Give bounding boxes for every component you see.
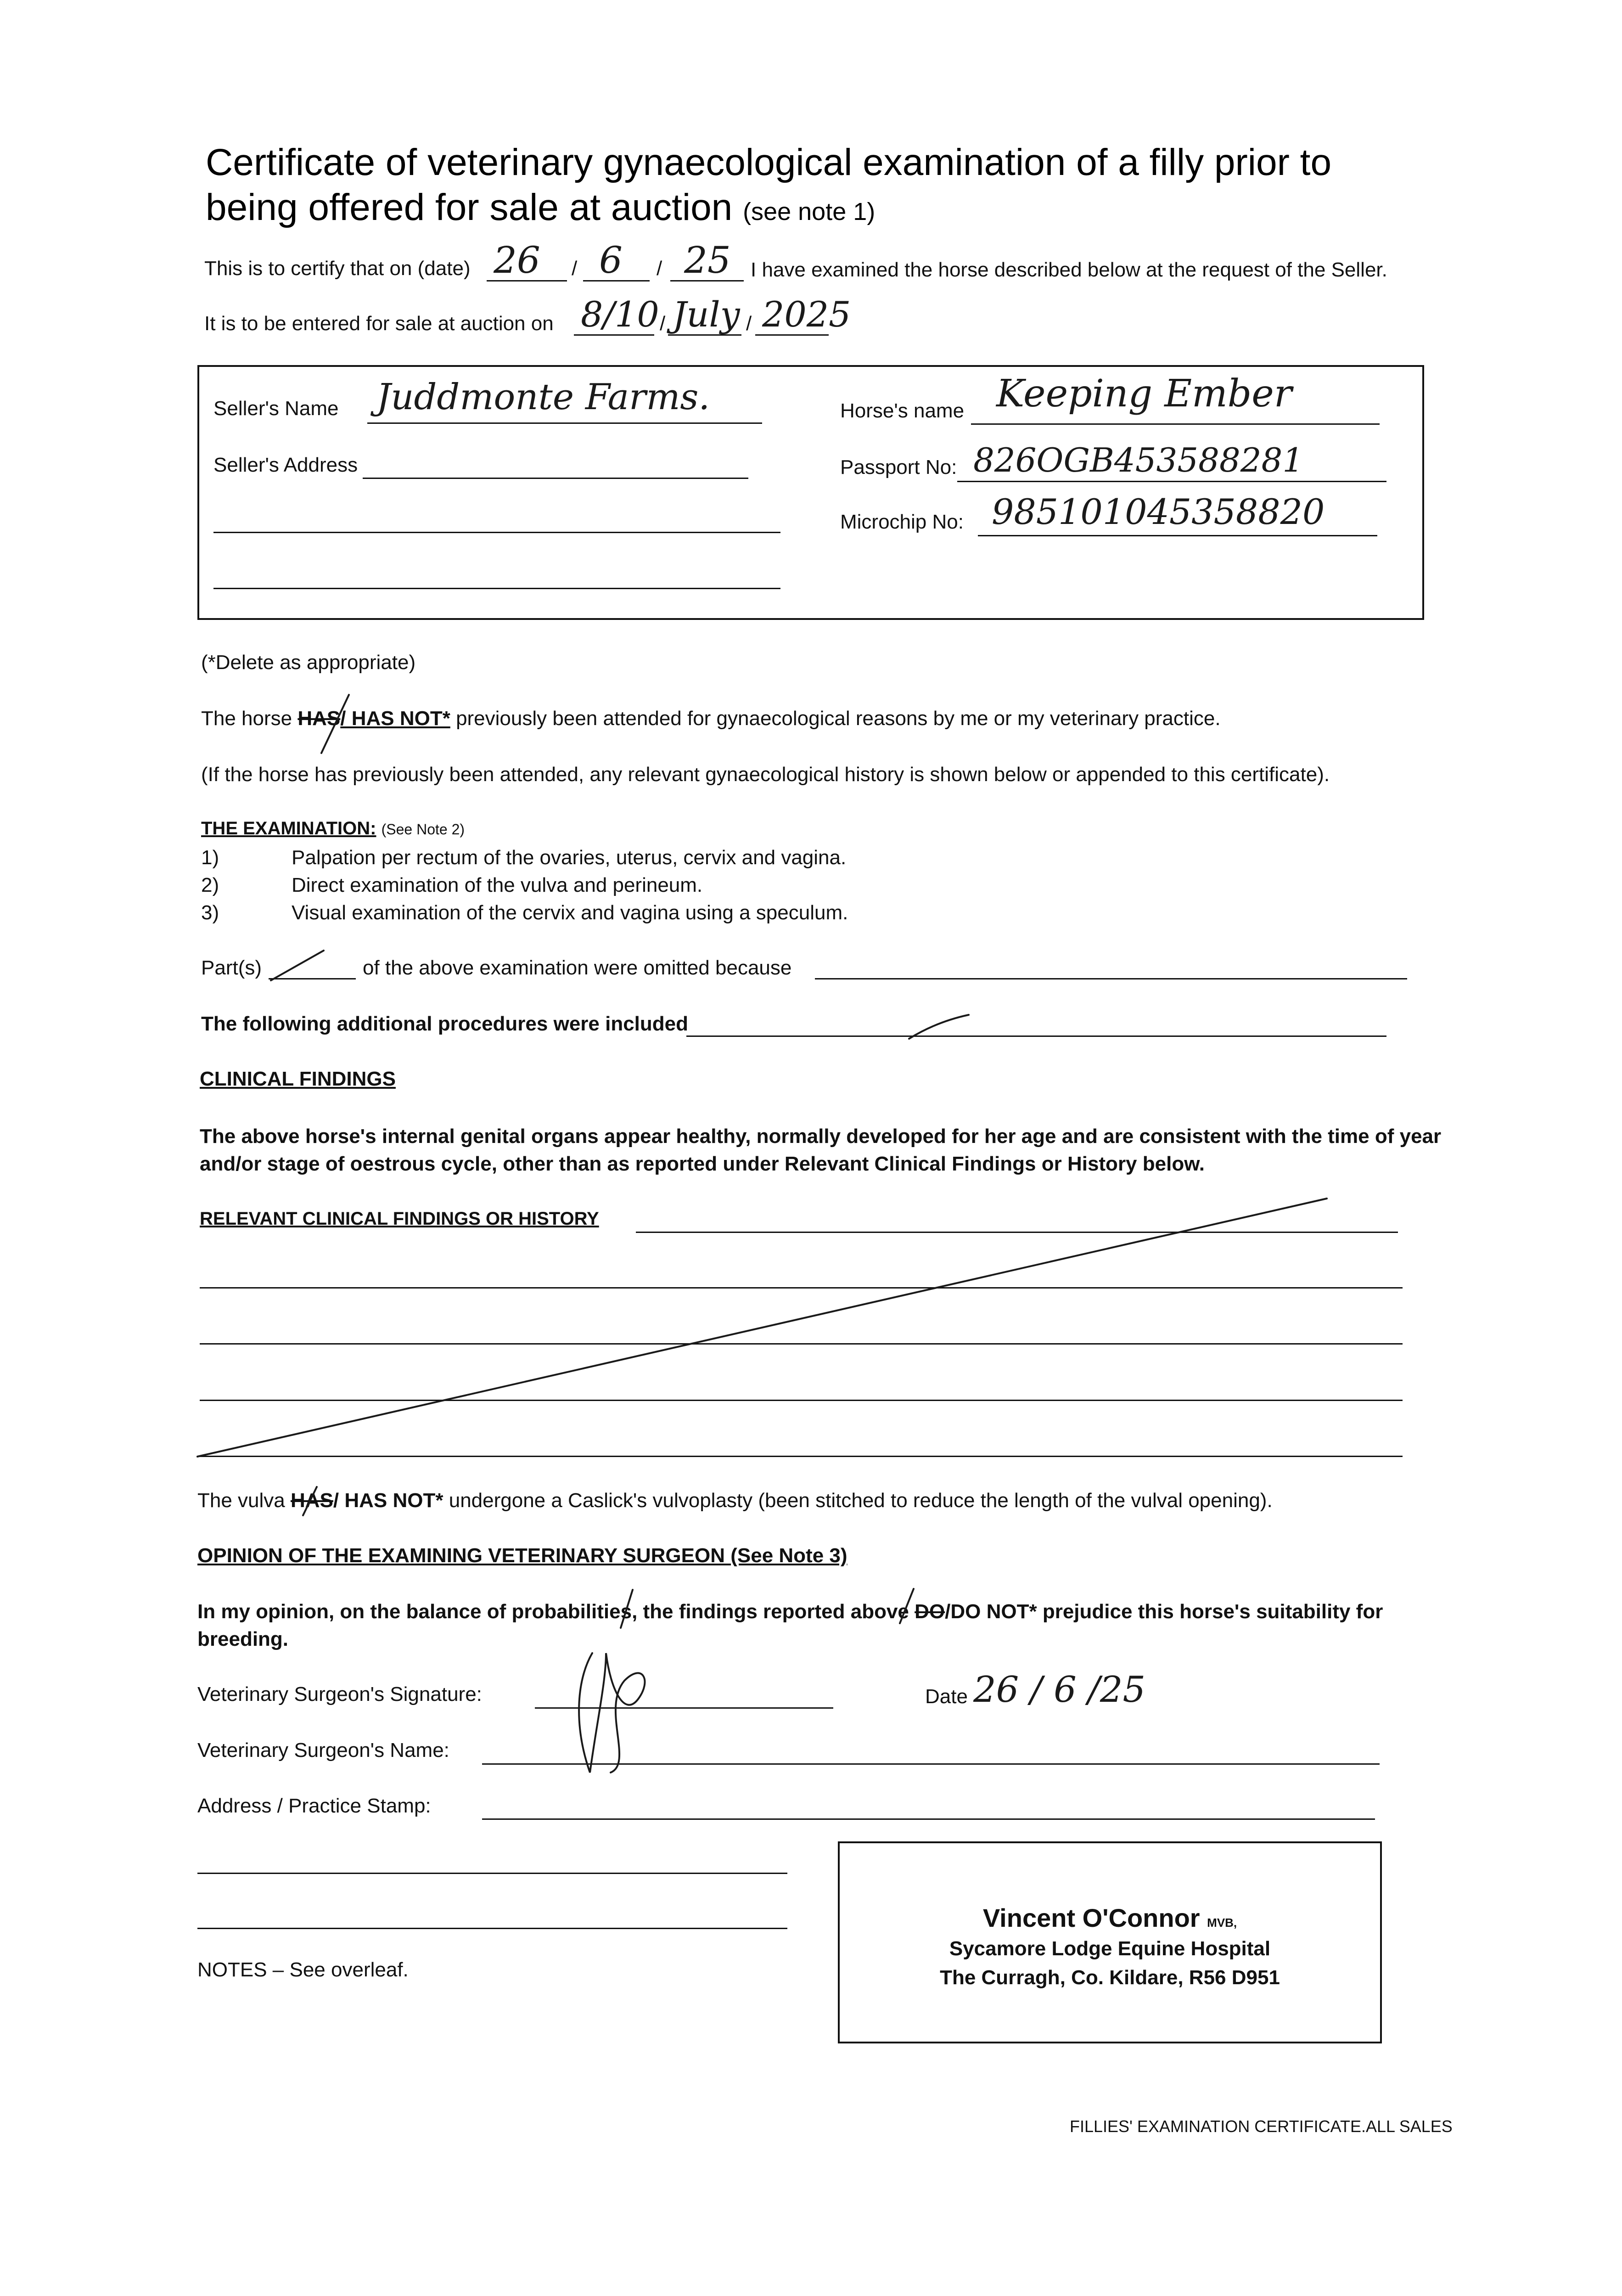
microchip-value: 985101045358820 bbox=[992, 491, 1325, 532]
additional-dash-mark bbox=[909, 1015, 969, 1039]
sale-prefix: It is to be entered for sale at auction on bbox=[204, 312, 554, 335]
attended-has: HAS bbox=[297, 707, 341, 730]
exam-item-num: 3) bbox=[201, 901, 219, 924]
examination-heading-note: (See Note 2) bbox=[381, 821, 465, 838]
stamp-location: The Curragh, Co. Kildare, R56 D951 bbox=[940, 1966, 1280, 1989]
slash: / bbox=[660, 312, 666, 335]
notes-overleaf: NOTES – See overleaf. bbox=[197, 1958, 409, 1981]
exam-year: 25 bbox=[684, 239, 731, 281]
clinical-statement-line1: The above horse's internal genital organs appear healthy, normally developed for her age and are consistent with the time of year bbox=[200, 1125, 1442, 1148]
opinion-line2: breeding. bbox=[197, 1628, 289, 1650]
date-label: Date bbox=[925, 1685, 968, 1708]
stamp-vet-name: Vincent O'Connor bbox=[982, 1903, 1200, 1932]
seller-address-label: Seller's Address bbox=[213, 454, 358, 476]
certify-suffix: I have examined the horse described below at the request of the Seller. bbox=[751, 259, 1387, 281]
slash: / bbox=[657, 257, 662, 280]
has-strike-mark bbox=[321, 695, 349, 753]
exam-item-text: Palpation per rectum of the ovaries, uterus, cervix and vagina. bbox=[292, 846, 847, 869]
sale-day: 8/10 bbox=[581, 294, 659, 335]
slash: / bbox=[746, 312, 752, 335]
clinical-heading: CLINICAL FINDINGS bbox=[200, 1068, 396, 1090]
footer-form-id: FILLIES' EXAMINATION CERTIFICATE.ALL SALES bbox=[1070, 2117, 1453, 2136]
examination-heading-text: THE EXAMINATION: bbox=[201, 818, 376, 838]
horse-name-value: Keeping Ember bbox=[996, 372, 1292, 416]
certify-prefix: This is to certify that on (date) bbox=[204, 257, 471, 280]
attended-prefix: The horse bbox=[201, 707, 292, 730]
omitted-prefix: Part(s) bbox=[201, 957, 262, 979]
attended-suffix: previously been attended for gynaecological reasons by me or my veterinary practice. bbox=[456, 707, 1221, 730]
relevant-findings-strike bbox=[197, 1199, 1327, 1457]
sale-year: 2025 bbox=[762, 294, 851, 335]
vet-name-label: Veterinary Surgeon's Name: bbox=[197, 1739, 449, 1761]
microchip-label: Microchip No: bbox=[840, 511, 964, 533]
exam-month: 6 bbox=[599, 239, 623, 281]
attended-note: (If the horse has previously been attended, any relevant gynaecological history is shown below or appended to this certificate). bbox=[201, 763, 1330, 786]
relevant-findings-heading: RELEVANT CLINICAL FINDINGS OR HISTORY bbox=[200, 1209, 599, 1229]
vulva-suffix: undergone a Caslick's vulvoplasty (been stitched to reduce the length of the vulval opening). bbox=[449, 1489, 1273, 1512]
opinion-text-b: /DO NOT* prejudice this horse's suitability for bbox=[945, 1600, 1383, 1623]
address-stamp-label: Address / Practice Stamp: bbox=[197, 1795, 431, 1817]
horse-name-label: Horse's name bbox=[840, 400, 965, 422]
vulva-prefix: The vulva bbox=[197, 1489, 285, 1512]
title-note: (see note 1) bbox=[743, 198, 876, 225]
opinion-do: DO bbox=[915, 1600, 945, 1623]
passport-label: Passport No: bbox=[840, 456, 957, 478]
stamp-qualification: MVB, bbox=[1207, 1916, 1237, 1930]
vulva-has-not: / HAS NOT* bbox=[333, 1489, 443, 1512]
attended-has-not: / HAS NOT* bbox=[340, 707, 450, 730]
seller-name-label: Seller's Name bbox=[213, 397, 339, 420]
title-text: being offered for sale at auction bbox=[206, 186, 733, 228]
exam-item-text: Visual examination of the cervix and vagina using a speculum. bbox=[292, 901, 848, 924]
opinion-do-strike bbox=[900, 1589, 914, 1623]
vulva-has-strike bbox=[303, 1487, 317, 1515]
signature-label: Veterinary Surgeon's Signature: bbox=[197, 1683, 482, 1705]
sale-month: July bbox=[673, 294, 740, 335]
document-title-line1: Certificate of veterinary gynaecological examination of a filly prior to bbox=[206, 141, 1332, 183]
exam-item-text: Direct examination of the vulva and perineum. bbox=[292, 874, 703, 896]
opinion-comma-mark bbox=[621, 1590, 633, 1628]
opinion-text-a: In my opinion, on the balance of probabilities, the findings reported above bbox=[197, 1600, 909, 1623]
exam-item-num: 2) bbox=[201, 874, 219, 896]
exam-item-num: 1) bbox=[201, 846, 219, 869]
seller-name-value: Juddmonte Farms. bbox=[376, 377, 710, 418]
stamp-hospital: Sycamore Lodge Equine Hospital bbox=[949, 1937, 1271, 1960]
additional-procedures-label: The following additional procedures were included bbox=[201, 1013, 689, 1035]
omitted-dash-mark bbox=[271, 951, 324, 980]
delete-note: (*Delete as appropriate) bbox=[201, 651, 416, 674]
omitted-suffix: of the above examination were omitted because bbox=[363, 957, 792, 979]
signature-scribble bbox=[579, 1653, 645, 1773]
slash: / bbox=[572, 257, 578, 280]
date-value: 26 / 6 /25 bbox=[973, 1669, 1146, 1711]
clinical-statement-line2: and/or stage of oestrous cycle, other than as reported under Relevant Clinical Findings or History below. bbox=[200, 1153, 1205, 1175]
exam-day: 26 bbox=[494, 239, 540, 281]
opinion-heading: OPINION OF THE EXAMINING VETERINARY SURGEON (See Note 3) bbox=[197, 1544, 847, 1567]
passport-value: 826OGB453588281 bbox=[973, 441, 1304, 479]
vulva-has: HAS bbox=[291, 1489, 333, 1512]
